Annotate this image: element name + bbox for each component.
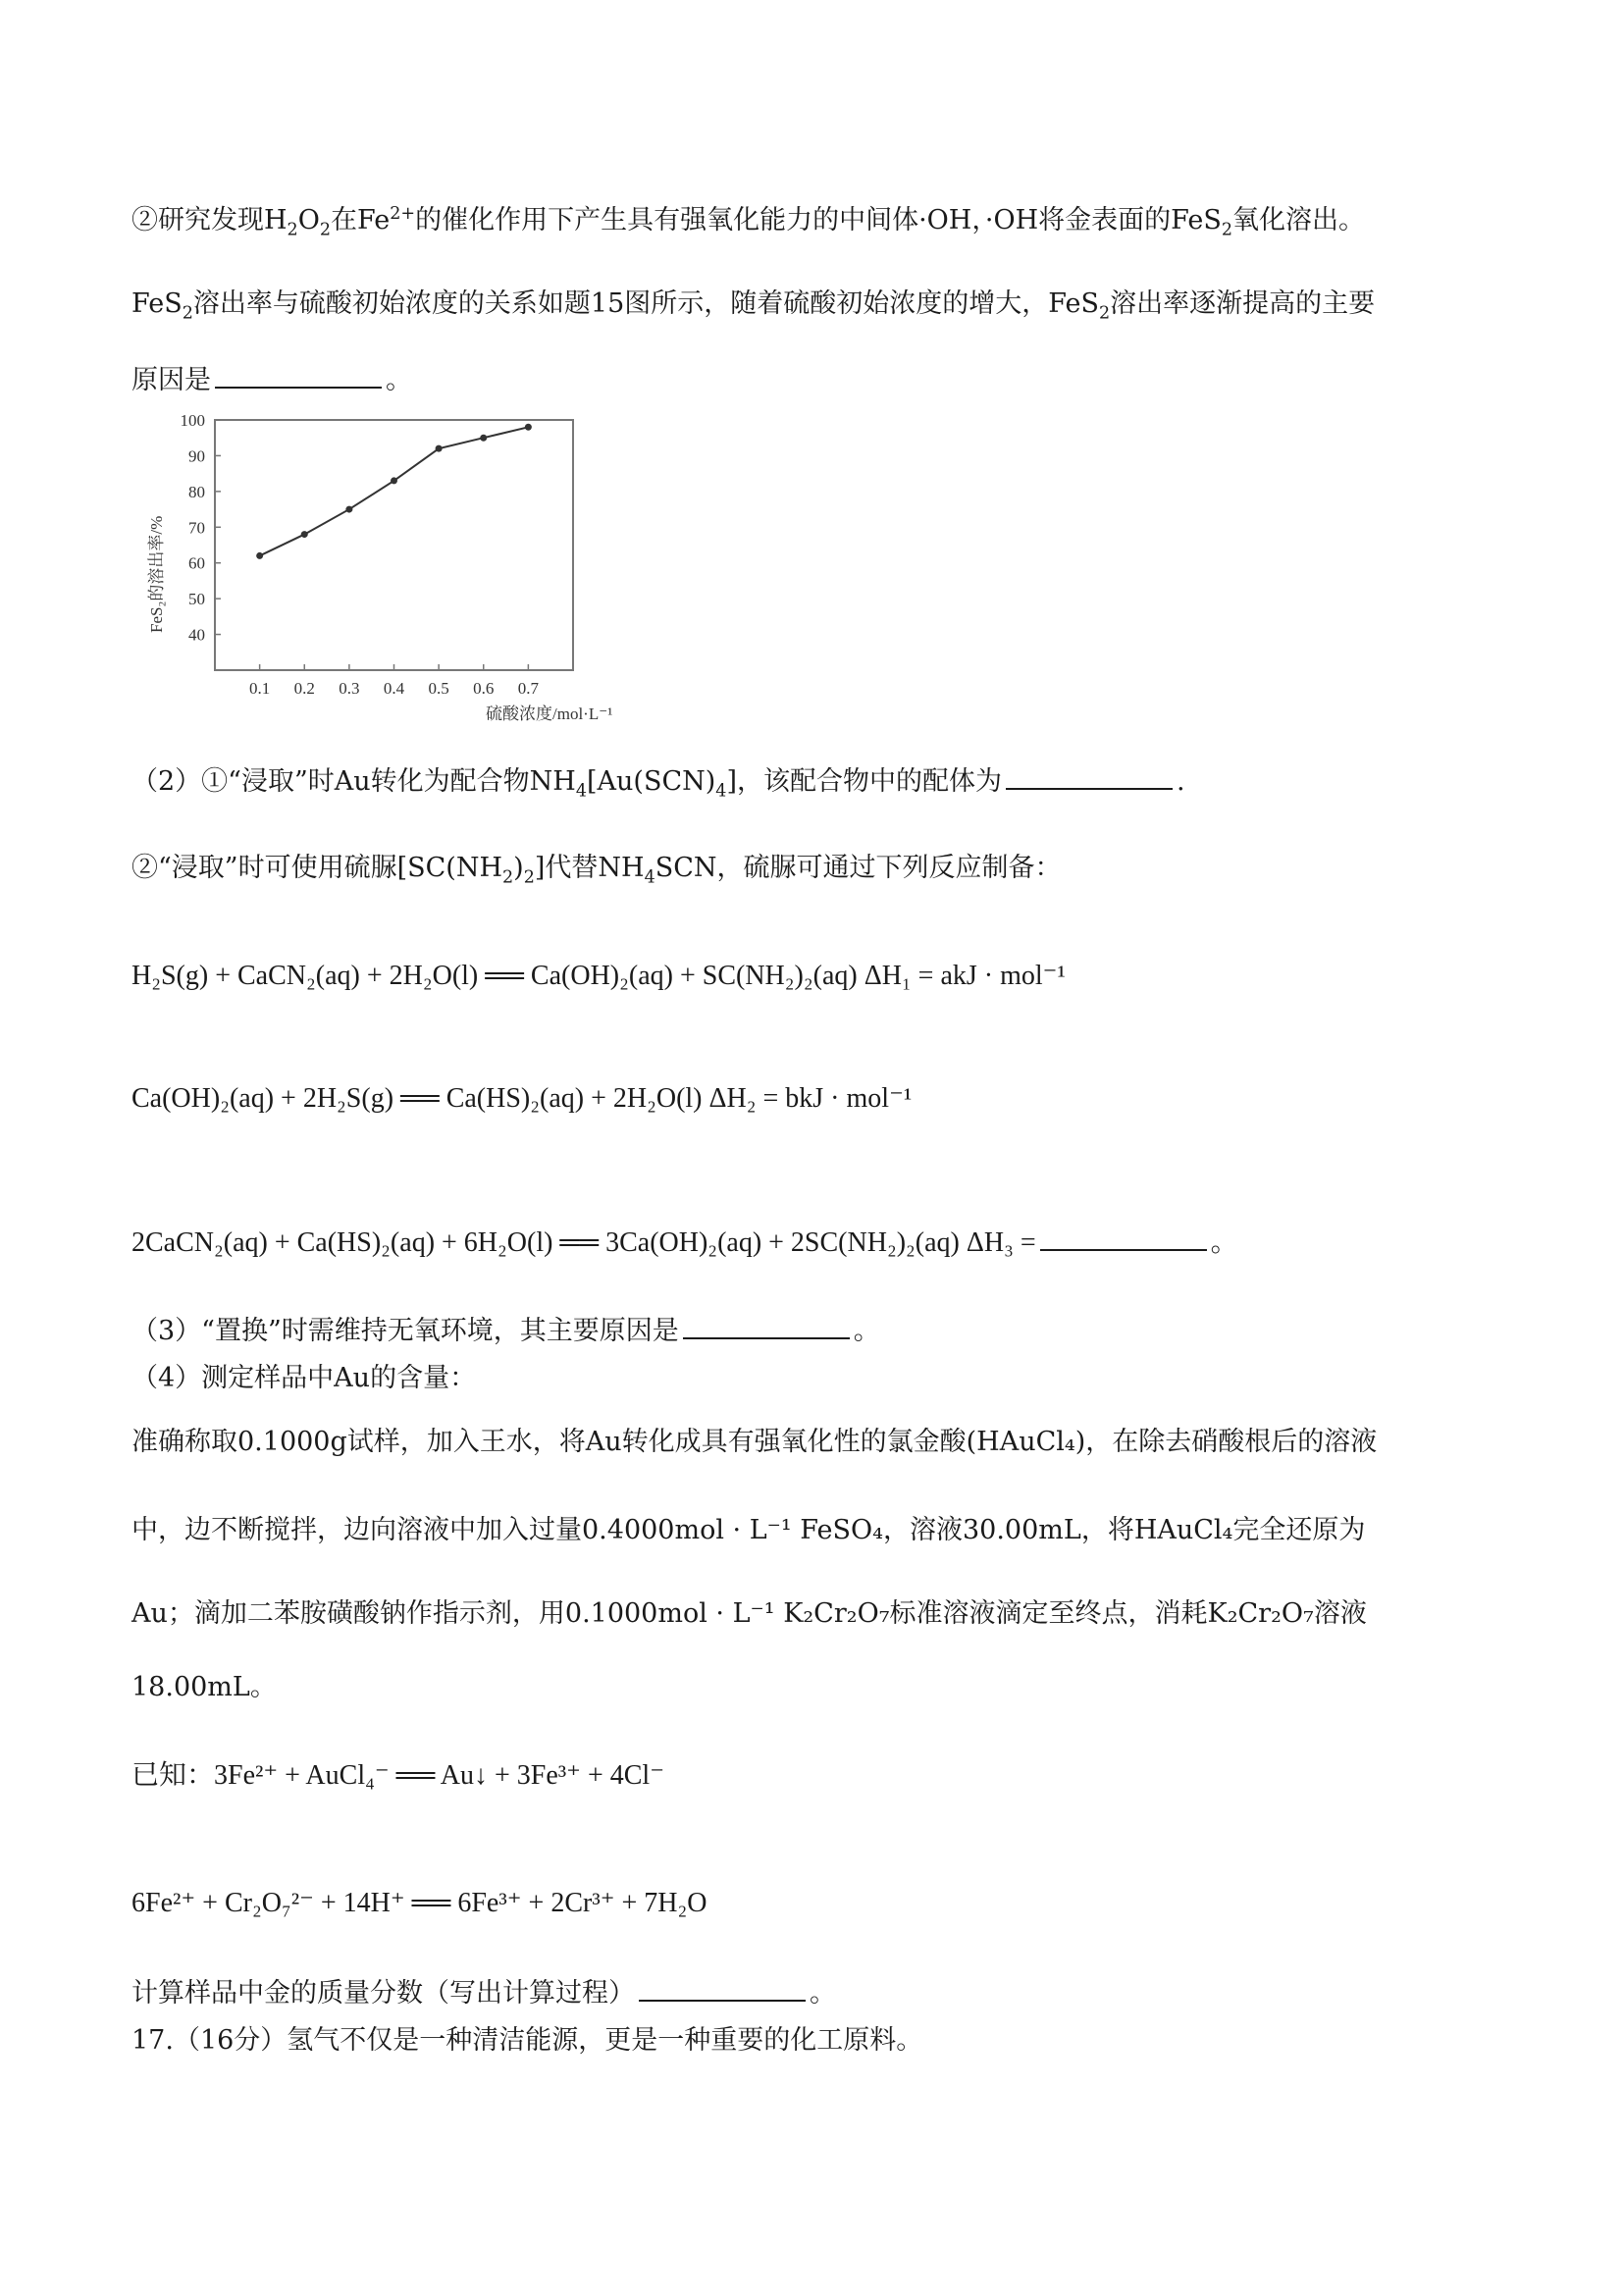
known-equation-1: 已知：3Fe²⁺ + AuCl₄⁻ ══ Au↓ + 3Fe³⁺ + 4Cl⁻ [131,1760,664,1791]
data-point [391,477,397,484]
answer-blank[interactable] [215,359,382,389]
x-tick-label: 0.4 [383,679,405,698]
x-tick-label: 0.7 [517,679,539,698]
data-point [256,552,263,559]
q4-paragraph-3: Au；滴加二苯胺磺酸钠作指示剂，用0.1000mol · L⁻¹ K₂Cr₂O₇标准溶液滴定至终点，消耗K₂Cr₂O₇溶液 [131,1598,1367,1629]
data-point [525,424,532,431]
answer-blank[interactable] [639,1972,806,2002]
x-tick-label: 0.2 [293,679,315,698]
q1-line-1: ②研究发现$H_2O_2$在$Fe^{2+}$的催化作用下产生具有强氧化能力的中间体·OH，·OH将金表面的FeS$_2$氧化溶出。 [131,204,1366,240]
q2-line-1: （2）①“浸取”时Au转化为配合物$NH_4[Au(SCN)_4]$，该配合物中的配体为 . [131,760,1185,802]
q1-line-2: FeS$_2$溶出率与硫酸初始浓度的关系如题15图所示，随着硫酸初始浓度的增大，FeS$_2$溶出率逐渐提高的主要 [131,288,1376,324]
x-tick-label: 0.3 [339,679,360,698]
q4-paragraph-4: 18.00mL。 [131,1672,277,1702]
answer-blank[interactable] [1040,1222,1207,1251]
x-tick-label: 0.6 [473,679,495,698]
data-point [301,531,308,538]
answer-blank[interactable] [683,1310,850,1339]
q4-paragraph-2: 中，边不断搅拌，边向溶液中加入过量0.4000mol · L⁻¹ FeSO₄，溶液30.00mL，将HAuCl₄完全还原为 [131,1515,1366,1545]
equation-1: H₂S(g) + CaCN₂(aq) + 2H₂O(l) ══ Ca(OH)₂(aq) + SC(NH₂)₂(aq) ΔH₁ = akJ · mol⁻¹ [131,961,1066,991]
y-tick-label: 100 [180,411,205,430]
y-tick-label: 60 [188,553,205,573]
x-axis-label: 硫酸浓度/mol·L⁻¹ [486,704,613,723]
y-tick-label: 50 [188,590,205,609]
y-tick-label: 40 [188,625,205,645]
known-equation-2: 6Fe²⁺ + Cr₂O₇²⁻ + 14H⁺ ══ 6Fe³⁺ + 2Cr³⁺ + 7H₂O [131,1888,707,1918]
y-tick-label: 80 [188,482,205,501]
data-point [480,435,487,442]
x-tick-label: 0.1 [249,679,271,698]
dissolution-line [260,427,529,555]
q4-calc-line: 计算样品中金的质量分数（写出计算过程） 。 [131,1972,836,2013]
y-tick-label: 70 [188,518,205,538]
plot-frame [215,420,573,670]
data-point [345,506,352,513]
q3-line: （3）“置换”时需维持无氧环境，其主要原因是 。 [131,1310,880,1351]
equation-3: 2CaCN₂(aq) + Ca(HS)₂(aq) + 6H₂O(l) ══ 3Ca(OH)₂(aq) + 2SC(NH₂)₂(aq) ΔH₃ = 。 [131,1222,1238,1263]
data-point [436,445,443,452]
fes2-dissolution-chart [137,407,687,741]
x-tick-label: 0.5 [428,679,449,698]
equation-2: Ca(OH)₂(aq) + 2H₂S(g) ══ Ca(HS)₂(aq) + 2H₂O(l) ΔH₂ = bkJ · mol⁻¹ [131,1083,913,1114]
q2-line-2: ②“浸取”时可使用硫脲$[SC(NH_2)_2]$代替$NH_4SCN$，硫脲可通过下列反应制备： [131,853,1062,888]
answer-blank[interactable] [1006,760,1173,790]
q4-paragraph-1: 准确称取0.1000g试样，加入王水，将Au转化成具有强氧化性的氯金酸(HAuCl₄)，在除去硝酸根后的溶液 [131,1427,1378,1457]
q4-title: （4）测定样品中Au的含量： [131,1363,477,1393]
y-tick-label: 90 [188,446,205,466]
q17-title: 17.（16分）氢气不仅是一种清洁能源，更是一种重要的化工原料。 [131,2025,923,2056]
y-axis-label: FeS₂的溶出率/% [147,515,166,633]
q1-line-3: 原因是 。 [131,359,412,400]
